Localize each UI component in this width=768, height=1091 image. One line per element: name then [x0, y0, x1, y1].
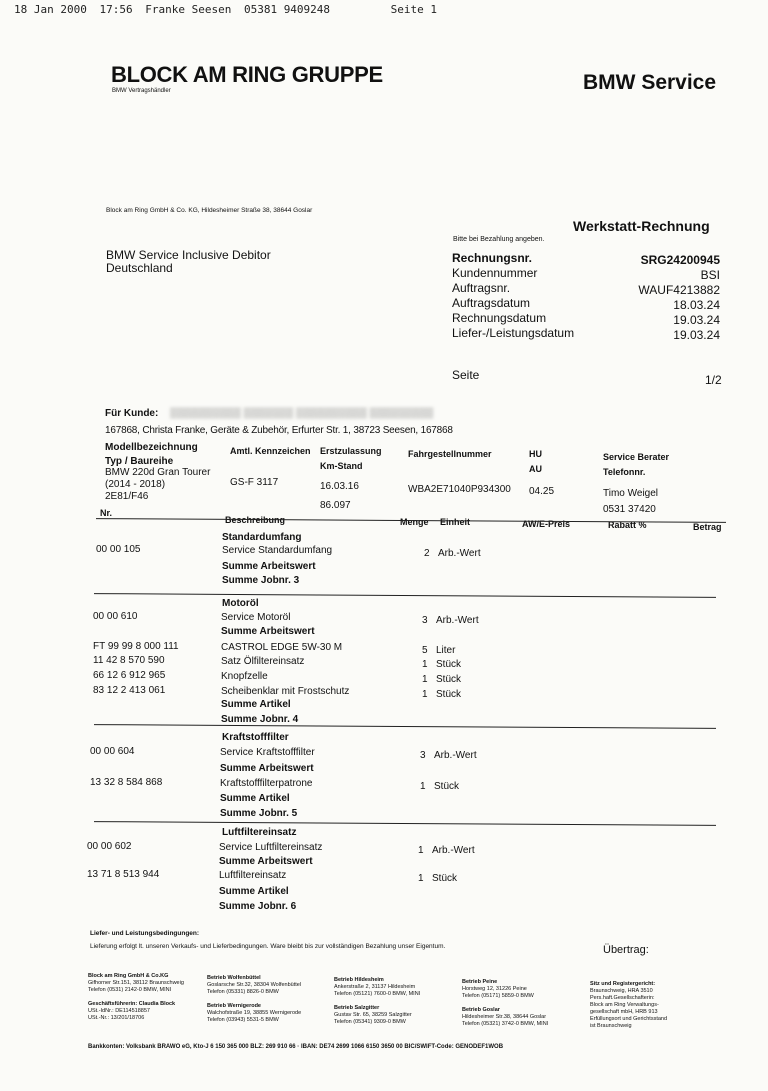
vehicle-years: (2014 - 2018) [105, 479, 166, 490]
item-unit: Arb.-Wert [432, 845, 475, 856]
item-unit: Liter [436, 645, 456, 656]
carry-over-label: Übertrag: [603, 944, 649, 956]
section-title: Standardumfang [222, 532, 302, 543]
item-quantity: 3 [420, 750, 426, 761]
col-header-amount: Betrag [693, 522, 722, 532]
sender-line: Block am Ring GmbH & Co. KG, Hildesheimer Straße 38, 38644 Goslar [106, 207, 313, 214]
footer-line: Telefon (05331) 8826-0 BMW [207, 989, 279, 995]
fax-phone: 05381 9409248 [243, 3, 331, 16]
advisor-phone: 0531 37420 [603, 504, 656, 515]
footer-line: Betrieb Goslar [462, 1007, 500, 1013]
footer-line: Block am Ring GmbH & Co.KG [88, 973, 169, 979]
section-sum-label: Summe Artikel [220, 793, 290, 804]
invoice-field-label: Auftragsnr. [452, 281, 511, 295]
vehicle-header-first-reg: Erstzulassung [320, 446, 382, 456]
footer-line: Pers.haft.Gesellschafterin: [590, 995, 655, 1001]
invoice-field-value: 18.03.24 [673, 298, 720, 312]
fax-date: 18 Jan 2000 [14, 3, 87, 16]
footer-line: USt.-IdNr.: DE114518857 [88, 1008, 150, 1014]
fax-page: Seite 1 [390, 3, 438, 16]
section-title: Kraftstofffilter [222, 732, 289, 743]
footer-line: Telefon (05121) 7600-0 BMW, MINI [334, 991, 421, 997]
item-description: Knopfzelle [221, 671, 268, 682]
footer-line: Betrieb Peine [462, 979, 498, 985]
item-unit: Arb.-Wert [434, 750, 477, 761]
footer-line: Gustav Str. 65, 38259 Salzgitter [334, 1012, 412, 1018]
invoice-field-label: Rechnungsnr. [452, 251, 533, 265]
invoice-field-value: 19.03.24 [673, 328, 720, 342]
footer-line: ist Braunschweig [590, 1023, 632, 1029]
footer-line [207, 996, 301, 1003]
item-number: 83 12 2 413 061 [93, 685, 166, 696]
item-description: Scheibenklar mit Frostschutz [221, 686, 350, 697]
section-divider [94, 593, 716, 598]
footer-column [590, 981, 667, 1030]
item-description: Kraftstofffilterpatrone [220, 778, 313, 789]
item-quantity: 5 [422, 645, 428, 656]
vehicle-vin: WBA2E71040P934300 [408, 484, 511, 495]
item-number: 13 71 8 513 944 [87, 869, 160, 880]
item-unit: Stück [436, 689, 462, 700]
footer-column [207, 975, 301, 1024]
section-sum-label: Summe Jobnr. 4 [221, 714, 299, 725]
item-unit: Stück [436, 674, 462, 685]
footer-line: Telefon (05341) 9309-0 BMW [334, 1019, 406, 1025]
col-header-qty: Menge [400, 517, 429, 527]
item-quantity: 1 [418, 845, 424, 856]
vehicle-header-au: AU [529, 464, 542, 474]
item-unit: Stück [436, 659, 462, 670]
item-quantity: 1 [418, 873, 424, 884]
item-description: Service Standardumfang [222, 545, 333, 556]
item-description: Luftfiltereinsatz [219, 870, 287, 881]
item-number: 66 12 6 912 965 [93, 670, 166, 681]
vehicle-header-km: Km-Stand [320, 461, 363, 471]
item-quantity: 1 [422, 689, 428, 700]
invoice-field-label: Liefer-/Leistungsdatum [452, 326, 575, 340]
invoice-field-value: WAUF4213882 [638, 283, 720, 297]
fax-time: 17:56 [99, 3, 133, 16]
footer-line: Braunschweig, HRA 3510 [590, 988, 653, 994]
footer-line: Erfüllungsort und Gerichtsstand [590, 1016, 668, 1022]
item-description: Summe Arbeitswert [220, 763, 314, 774]
item-description: Summe Arbeitswert [219, 856, 313, 867]
footer-line [462, 1000, 548, 1007]
section-sum-label: Summe Arbeitswert [222, 561, 316, 572]
fax-sender: Franke Seesen [145, 3, 232, 16]
vehicle-header-model: Modellbezeichnung [105, 442, 198, 453]
vehicle-header-hu: HU [529, 449, 542, 459]
invoice-field-value: 19.03.24 [673, 313, 720, 327]
service-advisor: Timo Weigel [603, 488, 659, 499]
footer-line: Gifhorner Str.151, 38112 Braunschweig [88, 980, 184, 986]
footer-line: Telefon (03943) 5531-5 BMW [207, 1017, 279, 1023]
section-title: Luftfiltereinsatz [222, 827, 297, 838]
vehicle-plate: GS-F 3117 [230, 477, 279, 488]
footer-line: USt.-Nr.: 13/201/18706 [88, 1015, 145, 1021]
company-subtitle: BMW Vertragshändler [112, 88, 171, 94]
item-quantity: 1 [420, 781, 426, 792]
footer-line: Goslarsche Str.32, 38304 Wolfenbüttel [207, 982, 302, 988]
vehicle-first-reg: 16.03.16 [320, 481, 359, 492]
section-sum-label: Summe Artikel [219, 886, 289, 897]
footer-line: Betrieb Wernigerode [207, 1003, 261, 1009]
footer-line [88, 994, 184, 1001]
item-number: 00 00 604 [90, 746, 135, 757]
terms-text: Lieferung erfolgt lt. unseren Verkaufs- und Lieferbedingungen. Ware bleibt bis zur vollständigen Bezahlung unser Eigentum. [90, 943, 446, 950]
invoice-field-label: Rechnungsdatum [452, 311, 547, 325]
footer-line: Block am Ring Verwaltungs- [590, 1002, 659, 1008]
item-description: CASTROL EDGE 5W-30 M [221, 642, 343, 653]
vehicle-hu: 04.25 [529, 486, 555, 497]
footer-line: Ankerstraße 2, 31137 Hildesheim [334, 984, 416, 990]
page-label: Seite [452, 368, 480, 382]
bank-details: Bankkonten: Volksbank BRAWO eG, Kto-J 6 150 365 000 BLZ: 269 910 66 · IBAN: DE74 2699 1066 6150 3650 00 BIC/SWIFT-Code: GENODEF1WOB [88, 1044, 504, 1050]
item-quantity: 1 [422, 674, 428, 685]
section-sum-label: Summe Jobnr. 6 [219, 901, 297, 912]
item-description: Service Kraftstofffilter [220, 747, 315, 758]
col-header-discount: Rabatt % [608, 520, 647, 530]
item-quantity: 3 [422, 615, 428, 626]
footer-line: Telefon (05171) 5859-0 BMW [462, 993, 534, 999]
item-number: 00 00 610 [93, 611, 138, 622]
item-unit: Arb.-Wert [436, 615, 479, 626]
footer-line: Telefon (05321) 3742-0 BMW, MINI [462, 1021, 549, 1027]
item-unit: Stück [432, 873, 458, 884]
fax-header [14, 3, 437, 16]
section-sum-label: Summe Jobnr. 5 [220, 808, 298, 819]
vehicle-header-plate: Amtl. Kennzeichen [230, 446, 311, 456]
payment-note: Bitte bei Bezahlung angeben. [453, 236, 545, 243]
item-unit: Stück [434, 781, 460, 792]
footer-column [462, 979, 548, 1028]
vehicle-header-type: Typ / Baureihe [105, 456, 174, 467]
customer-address: 167868, Christa Franke, Geräte & Zubehör, Erfurter Str. 1, 38723 Seesen, 167868 [105, 425, 453, 436]
item-number: FT 99 99 8 000 111 [93, 641, 179, 652]
item-number: 13 32 8 584 868 [90, 777, 163, 788]
vehicle-type: 2E81/F46 [105, 491, 149, 502]
customer-label: Für Kunde: [105, 408, 159, 419]
section-divider [94, 724, 716, 729]
section-title: Motoröl [222, 598, 259, 609]
item-quantity: 2 [424, 548, 430, 559]
invoice-field-value: SRG24200945 [640, 253, 720, 267]
footer-line: Betrieb Wolfenbüttel [207, 975, 261, 981]
item-number: 00 00 105 [96, 544, 141, 555]
col-header-unit: Einheit [440, 517, 471, 527]
footer-line: Horstweg 12, 31226 Peine [462, 986, 527, 992]
col-header-desc: Beschreibung [225, 515, 286, 525]
item-description: Service Motoröl [221, 612, 291, 623]
invoice-field-label: Auftragsdatum [452, 296, 531, 310]
terms-heading: Liefer- und Leistungsbedingungen: [90, 930, 200, 937]
col-header-price: AW/E-Preis [522, 519, 571, 529]
vehicle-model: BMW 220d Gran Tourer [105, 467, 211, 478]
item-description: Satz Ölfiltereinsatz [221, 656, 305, 667]
footer-line: Hildesheimer Str.38, 38644 Goslar [462, 1014, 547, 1020]
item-description: Summe Arbeitswert [221, 626, 315, 637]
document-title: Werkstatt-Rechnung [573, 218, 710, 234]
vehicle-header-phone: Telefonnr. [603, 467, 646, 477]
recipient-line2: Deutschland [106, 261, 173, 275]
company-name: BLOCK AM RING GRUPPE [111, 62, 383, 87]
footer-line: Walchofstraße 19, 38855 Wernigerode [207, 1010, 302, 1016]
redacted-block: ▒▒▒▒▒▒▒▒▒▒ ▒▒▒▒▒▒▒ ▒▒▒▒▒▒▒▒▒▒ ▒▒▒▒▒▒▒▒▒ [170, 408, 434, 419]
footer-line [334, 998, 420, 1005]
footer-line: Betrieb Hildesheim [334, 977, 384, 983]
footer-column [88, 973, 184, 1022]
vehicle-header-vin: Fahrgestellnummer [408, 449, 492, 459]
section-divider [94, 821, 716, 826]
section-sum-label: Summe Jobnr. 3 [222, 575, 300, 586]
item-number: 00 00 602 [87, 841, 132, 852]
footer-line: Sitz und Registergericht: [590, 981, 656, 987]
page-value: 1/2 [705, 373, 722, 387]
section-sum-label: Summe Artikel [221, 699, 291, 710]
recipient-line1: BMW Service Inclusive Debitor [106, 248, 271, 262]
footer-line: Betrieb Salzgitter [334, 1005, 380, 1011]
invoice-field-label: Kundennummer [452, 266, 538, 280]
footer-line: Telefon (0531) 2142-0 BMW, MINI [88, 987, 172, 993]
invoice-field-value: BSI [700, 268, 720, 282]
item-quantity: 1 [422, 659, 428, 670]
footer-line: Geschäftsführerin: Claudia Block [88, 1001, 176, 1007]
item-unit: Arb.-Wert [438, 548, 481, 559]
footer-column [334, 977, 420, 1026]
item-description: Service Luftfiltereinsatz [219, 842, 323, 853]
vehicle-header-advisor: Service Berater [603, 452, 670, 462]
item-number: 11 42 8 570 590 [93, 655, 165, 666]
col-header-nr: Nr. [100, 508, 113, 518]
vehicle-km: 86.097 [320, 500, 351, 511]
service-brand: BMW Service [583, 71, 717, 94]
footer-line: gesellschaft mbH, HRB 913 [590, 1009, 658, 1015]
